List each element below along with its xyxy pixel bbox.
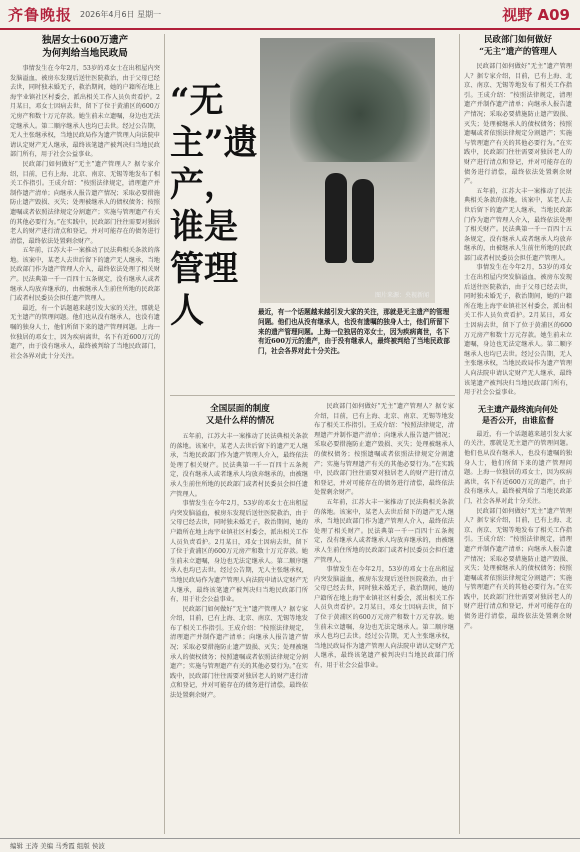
column-divider <box>459 34 460 834</box>
issue-date: 2026年4月6日 星期一 <box>80 10 162 19</box>
main-title: “无主”遗产，谁是管理人 <box>170 81 258 331</box>
right-headline-1: 民政部门如何做好 <box>483 35 552 45</box>
right-subhead-1: 无主遗产最终流向何处 <box>478 403 558 414</box>
left-body-text: 事情发生在今年2月，53岁的邓女士在出租屋内突发脑溢血，被房东发现后送往医院救治，由于父母已经去世，同时独未婚无子，救治期间，她的户籍所在地上海宇业镇社区村委会，派出相关工作人员负责看护。2月某日，邓女士因病去世，留下了位于黄浦区的600万元房产和数十万元存款。她生前未立遗嘱，身边也无法定继承人。第二顺序继承人也均已去世。经过公告期，无人主张继承权，当地民政局作为遗产管理人向法院申请认定财产无人继承，最终该笔遗产被判决归当地民政部门所有，用于社会公益事业。 <box>10 65 160 159</box>
middle-column-2 <box>314 402 454 832</box>
right-body-text-cont3: 最近，有一个话题越来越引发大家的关注，那就是无主遗产的管理问题。他们也从没有继承人，也没有遗嘱的独身人士，他们所留下来的遗产管理问题。上海一位独居的邓女士，因为疾病离世，名下有近600万元的遗产，由于没有继承人，最终被判给了当地民政部门，社会各界对此十分关注。 <box>464 430 572 505</box>
lead-paragraph: 最近，有一个话题越来越引发大家的关注，那就是无主遗产的管理问题。他们也从没有继承人，也没有遗嘱的独身人士，他们所留下来的遗产管理问题。上海一位独居的邓女士，因为疾病离世，名下有近600万元的遗产，由于没有继承人，最终被判给了当地民政部门，社会各界对此十分关注。 <box>258 308 450 356</box>
left-body-text-cont2: 五年前，江苏大丰一案推动了民法典相关条款的落地。该案中，某老人去世后留下的遗产无人继承，当地民政部门作为遗产管理人介入，最终依法处理了相关财产。民法典第一千一百四十五条规定，没有继承人或者继承人均放弃继承的，由被继承人生前住所地的民政部门或者村民委员会担任遗产管理人。 <box>10 247 160 303</box>
middle-column-1 <box>170 432 308 832</box>
middle2-body-text: 民政部门如何做好“无主”遗产管理人？据专家介绍，目前，已有上海、北京、南京、无锡等地发布了相关工作指引。王成介绍：“按照法律规定，清理遗产并制作遗产清单；向继承人报告遗产情况；采取必要措施防止遗产毁损、灭失；处理被继承人的债权债务；按照遗嘱或者依照法律规定分割遗产；实施与管理遗产有关的其他必要行为。”在实践中，民政部门往往需要对独居老人的财产进行清点和登记，并对可能存在的债务进行清偿，最终依法处置剩余财产。 <box>314 403 454 497</box>
left-body-text-cont3: 最近，有一个话题越来越引发大家的关注，那就是无主遗产的管理问题。他们也从没有继承人，也没有遗嘱的独身人士，他们所留下来的遗产管理问题。上海一位独居的邓女士，因为疾病离世，名下有近600万元的遗产，由于没有继承人，最终被判给了当地民政部门，社会各界对此十分关注。 <box>10 304 160 360</box>
editor-credits: 编辑 王涛 美编 马秀霞 组版 侯波 <box>10 842 105 850</box>
person-silhouette <box>352 179 374 263</box>
left-column <box>10 34 160 834</box>
section-label: 视野 A09 <box>502 6 570 24</box>
left-headline-2: 为何判给当地民政局 <box>42 48 128 59</box>
middle-body-text-cont2: 民政部门如何做好“无主”遗产管理人？据专家介绍，目前，已有上海、北京、南京、无锡等地发布了相关工作指引。王成介绍：“按照法律规定，清理遗产并制作遗产清单；向继承人报告遗产情况；采取必要措施防止遗产毁损、灭失；处理被继承人的债权债务；按照遗嘱或者依照法律规定分割遗产；实施与管理遗产有关的其他必要行为。”在实践中，民政部门往往需要对独居老人的财产进行清点和登记，并对可能存在的债务进行清偿，最终依法处置剩余财产。 <box>170 605 308 700</box>
column-divider <box>164 34 165 834</box>
horizontal-divider <box>170 395 455 396</box>
right-body-text: 民政部门如何做好“无主”遗产管理人？据专家介绍，目前，已有上海、北京、南京、无锡等地发布了相关工作指引。王成介绍：“按照法律规定，清理遗产并制作遗产清单；向继承人报告遗产情况；采取必要措施防止遗产毁损、灭失；处理被继承人的债权债务；按照遗嘱或者依照法律规定分割遗产；实施与管理遗产有关的其他必要行为。”在实践中，民政部门往往需要对独居老人的财产进行清点和登记，并对可能存在的债务进行清偿，最终依法处置剩余财产。 <box>464 63 572 186</box>
right-body-text-cont4: 民政部门如何做好“无主”遗产管理人？据专家介绍，目前，已有上海、北京、南京、无锡等地发布了相关工作指引。王成介绍：“按照法律规定，清理遗产并制作遗产清单；向继承人报告遗产情况；采取必要措施防止遗产毁损、灭失；处理被继承人的债权债务；按照遗嘱或者依照法律规定分割遗产；实施与管理遗产有关的其他必要行为。”在实践中，民政部门往往需要对独居老人的财产进行清点和登记，并对可能存在的债务进行清偿，最终依法处置剩余财产。 <box>464 507 572 630</box>
right-body-text-cont: 五年前，江苏大丰一案推动了民法典相关条款的落地。该案中，某老人去世后留下的遗产无人继承，当地民政部门作为遗产管理人介入，最终依法处理了相关财产。民法典第一千一百四十五条规定，没有继承人或者继承人均放弃继承的，由被继承人生前住所地的民政部门或者村民委员会担任遗产管理人。 <box>464 187 572 262</box>
left-headline-1: 独居女士600万遗产 <box>41 35 129 46</box>
right-column <box>464 34 572 834</box>
middle2-body-text-cont2: 事情发生在今年2月，53岁的邓女士在出租屋内突发脑溢血，被房东发现后送往医院救治，由于父母已经去世，同时独未婚无子，救治期间，她的户籍所在地上海宇业镇社区村委会，派出相关工作人员负责看护。2月某日，邓女士因病去世，留下了位于黄浦区的600万元房产和数十万元存款。她生前未立遗嘱，身边也无法定继承人。第二顺序继承人也均已去世。经过公告期，无人主张继承权，当地民政局作为遗产管理人向法院申请认定财产无人继承，最终该笔遗产被判决归当地民政部门所有，用于社会公益事业。 <box>314 566 454 670</box>
middle-body-text-cont: 事情发生在今年2月，53岁的邓女士在出租屋内突发脑溢血，被房东发现后送往医院救治，由于父母已经去世，同时独未婚无子，救治期间，她的户籍所在地上海宇业镇社区村委会，派出相关工作人员负责看护。2月某日，邓女士因病去世，留下了位于黄浦区的600万元房产和数十万元存款。她生前未立遗嘱，身边也无法定继承人。第二顺序继承人也均已去世。经过公告期，无人主张继承权，当地民政局作为遗产管理人向法院申请认定财产无人继承，最终该笔遗产被判决归当地民政部门所有，用于社会公益事业。 <box>170 500 308 604</box>
middle-body-text: 五年前，江苏大丰一案推动了民法典相关条款的落地。该案中，某老人去世后留下的遗产无人继承，当地民政部门作为遗产管理人介入，最终依法处理了相关财产。民法典第一千一百四十五条规定，没有继承人或者继承人均放弃继承的，由被继承人生前住所地的民政部门或者村民委员会担任遗产管理人。 <box>170 433 308 498</box>
newspaper-logo: 齐鲁晚报 <box>8 6 73 24</box>
right-headline-2: “无主”遗产的管理人 <box>479 47 557 57</box>
tree-shape <box>290 42 430 162</box>
middle-subhead-2: 又是什么样的情况 <box>205 416 274 426</box>
person-silhouette <box>325 173 347 263</box>
right-body-text-cont2: 事情发生在今年2月，53岁的邓女士在出租屋内突发脑溢血，被房东发现后送往医院救治，由于父母已经去世，同时独未婚无子，救治期间，她的户籍所在地上海宇业镇社区村委会，派出相关工作人员负责看护。2月某日，邓女士因病去世，留下了位于黄浦区的600万元房产和数十万元存款。她生前未立遗嘱，身边也无法定继承人。第二顺序继承人也均已去世。经过公告期，无人主张继承权，当地民政局作为遗产管理人向法院申请认定财产无人继承，最终该笔遗产被判决归当地民政部门所有，用于社会公益事业。 <box>464 264 572 397</box>
right-subhead-2: 是否公开，由谁监督 <box>482 414 554 425</box>
middle-subhead-1: 全国层面的制度 <box>210 404 270 414</box>
masthead <box>0 0 580 30</box>
photo-credit: 图片来源：央视新闻 <box>374 292 429 299</box>
page-footer <box>0 838 580 852</box>
left-body-text-cont: 民政部门如何做好“无主”遗产管理人？据专家介绍，目前，已有上海、北京、南京、无锡等地发布了相关工作指引。王成介绍：“按照法律规定，清理遗产并制作遗产清单；向继承人报告遗产情况；采取必要措施防止遗产毁损、灭失；处理被继承人的债权债务；按照遗嘱或者依照法律规定分割遗产；实施与管理遗产有关的其他必要行为。”在实践中，民政部门往往需要对独居老人的财产进行清点和登记，并对可能存在的债务进行清偿，最终依法处置剩余财产。 <box>10 160 160 245</box>
feature-photo <box>260 38 435 303</box>
middle2-body-text-cont: 五年前，江苏大丰一案推动了民法典相关条款的落地。该案中，某老人去世后留下的遗产无人继承，当地民政部门作为遗产管理人介入，最终依法处理了相关财产。民法典第一千一百四十五条规定，没有继承人或者继承人均放弃继承的，由被继承人生前住所地的民政部门或者村民委员会担任遗产管理人。 <box>314 498 454 564</box>
